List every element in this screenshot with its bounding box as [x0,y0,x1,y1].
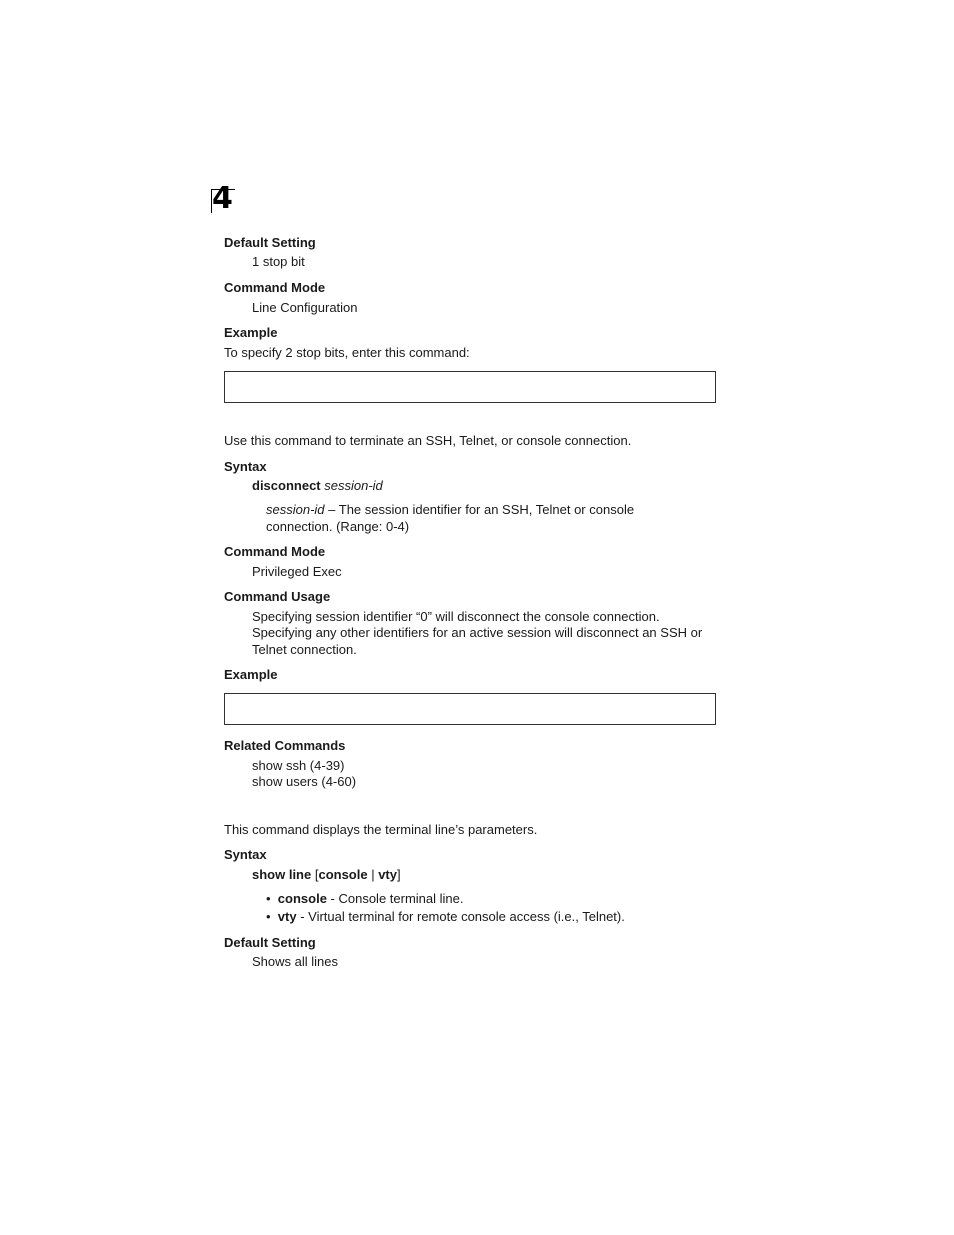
show-line-default-value: Shows all lines [252,954,338,969]
command-mode-value: Line Configuration [252,300,358,315]
chapter-number: 4 [212,181,232,216]
show-line-default-heading: Default Setting [224,935,316,950]
command-usage-heading: Command Usage [224,589,331,604]
default-setting-value: 1 stop bit [252,254,305,269]
default-setting-heading: Default Setting [224,235,316,250]
show-line-syntax-heading: Syntax [224,847,267,862]
param-name: session-id [266,502,325,517]
bullet-list-item [266,909,625,925]
disconnect-syntax-command: disconnect [252,478,321,493]
bullet-desc: - Console terminal line. [326,891,464,906]
syntax-command: show line [252,867,312,882]
related-command-item: show users (4-60) [252,774,357,789]
param-description-line2: connection. (Range: 0-4) [266,519,410,534]
disconnect-command-mode-heading: Command Mode [224,544,326,559]
bullet-term: console [277,891,327,906]
command-usage-line2: Specifying any other identifiers for an active session will disconnect an SSH or [252,625,703,640]
command-mode-heading: Command Mode [224,280,326,295]
syntax-option-console: console [318,867,368,882]
syntax-separator: | [367,867,379,882]
bullet-dot-icon: • [266,909,271,924]
example-text: To specify 2 stop bits, enter this command: [224,345,470,360]
param-description-line1 [266,502,634,518]
disconnect-syntax [252,478,383,494]
disconnect-syntax-param: session-id [324,478,383,493]
command-usage-line1: Specifying session identifier “0” will disconnect the console connection. [252,609,660,624]
syntax-bracket-close: ] [397,867,401,882]
syntax-option-vty: vty [378,867,397,882]
show-line-syntax [252,867,401,883]
chapter-marker [211,181,239,216]
syntax-bracket-open: [ [311,867,319,882]
disconnect-syntax-heading: Syntax [224,459,267,474]
example-heading: Example [224,325,278,340]
related-command-item: show ssh (4-39) [252,758,345,773]
bullet-dot-icon: • [266,891,271,906]
disconnect-example-code-box [224,693,716,725]
param-desc: – The session identifier for an SSH, Telnet or console [324,502,635,517]
example-code-box [224,371,716,403]
bullet-term: vty [277,909,297,924]
disconnect-example-heading: Example [224,667,278,682]
related-commands-heading: Related Commands [224,738,346,753]
disconnect-description: Use this command to terminate an SSH, Telnet, or console connection. [224,433,632,448]
bullet-list-item [266,891,463,907]
disconnect-command-mode-value: Privileged Exec [252,564,342,579]
show-line-description: This command displays the terminal line’s parameters. [224,822,538,837]
bullet-desc: - Virtual terminal for remote console access (i.e., Telnet). [296,909,625,924]
command-usage-line3: Telnet connection. [252,642,357,657]
